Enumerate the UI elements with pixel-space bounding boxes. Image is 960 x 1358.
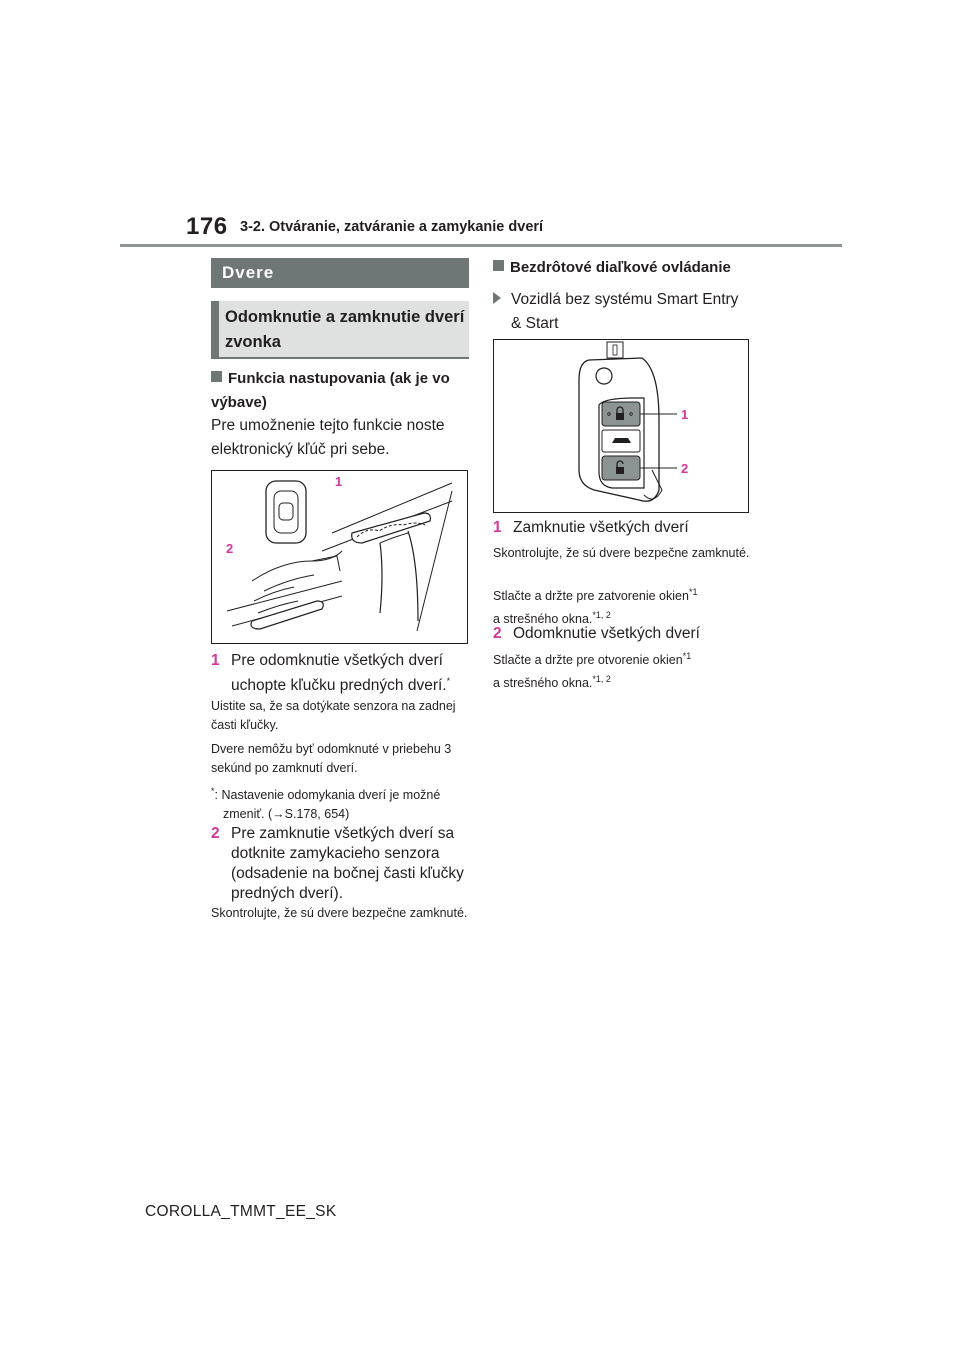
footnote-mark: * bbox=[211, 786, 215, 796]
figure-remote-key bbox=[493, 339, 749, 513]
remote-key-illustration bbox=[494, 340, 748, 512]
step-text: Odomknutie všetkých dverí bbox=[513, 625, 700, 642]
bullet-vehicles bbox=[493, 288, 753, 336]
footnote-mark: *1 bbox=[688, 587, 698, 597]
square-bullet-icon bbox=[211, 371, 222, 382]
step-1-left bbox=[211, 651, 469, 696]
key-ring-hole bbox=[596, 368, 612, 384]
note-open-windows bbox=[493, 647, 751, 693]
note-text: Stlačte a držte pre otvorenie okien bbox=[493, 653, 683, 668]
step-number: 1 bbox=[493, 519, 502, 536]
bullet-text: Vozidlá bez systému Smart Entry & Start bbox=[511, 291, 739, 332]
callout-1: 1 bbox=[681, 407, 689, 422]
door-handle-lower bbox=[251, 601, 323, 629]
heading-wireless-remote bbox=[493, 256, 753, 280]
document-code: COROLLA_TMMT_EE_SK bbox=[145, 1203, 337, 1220]
smart-key-icon bbox=[266, 481, 306, 543]
callout-1: 1 bbox=[335, 474, 343, 489]
note-check-locked-right: Skontrolujte, že sú dvere bezpečne zamknuté. bbox=[493, 546, 750, 560]
figure-door-handle bbox=[211, 470, 468, 644]
step-2-right bbox=[493, 624, 751, 644]
header-divider bbox=[120, 244, 842, 247]
footnote-mark: *1, 2 bbox=[592, 610, 611, 621]
heading-entry-function bbox=[211, 367, 471, 415]
note-sensor: Uistite sa, že sa dotýkate senzora na zadnej časti kľučky. bbox=[211, 699, 456, 732]
footnote-text: : Nastavenie odomykania dverí je možné zmeniť. (→S.178, 654) bbox=[214, 788, 441, 822]
section-title: Dvere bbox=[211, 258, 469, 288]
note-delay: Dvere nemôžu byť odomknuté v priebehu 3 sekúnd po zamknutí dverí. bbox=[211, 742, 452, 775]
step-number: 2 bbox=[493, 625, 502, 642]
note-close-windows bbox=[493, 583, 751, 629]
step-1-right bbox=[493, 518, 751, 538]
triangle-bullet-icon bbox=[493, 292, 501, 304]
door-handle-illustration bbox=[212, 471, 467, 643]
footnote-mark: *1, 2 bbox=[592, 674, 611, 685]
note-text: Stlačte a držte pre zatvorenie okien bbox=[493, 589, 689, 604]
callout-2: 2 bbox=[226, 541, 234, 556]
step-text: Pre odomknutie všetkých dverí uchopte kľučku predných dverí. bbox=[231, 652, 447, 695]
note-text: a strešného okna. bbox=[493, 676, 593, 691]
note-check-locked: Skontrolujte, že sú dvere bezpečne zamknuté. bbox=[211, 906, 468, 920]
note-text: a strešného okna. bbox=[493, 612, 593, 627]
intro-text: Pre umožnenie tejto funkcie noste elektronický kľúč pri sebe. bbox=[211, 417, 445, 458]
page-number: 176 bbox=[186, 213, 228, 240]
heading-text: Bezdrôtové diaľkové ovládanie bbox=[510, 259, 731, 276]
step-text: Pre zamknutie všetkých dverí sa dotknite zamykacieho senzora (odsadenie na bočnej časti kľučky predných dverí). bbox=[231, 825, 464, 902]
heading-text: Funkcia nastupovania (ak je vo výbave) bbox=[211, 370, 450, 411]
square-bullet-icon bbox=[493, 260, 504, 271]
callout-2: 2 bbox=[681, 461, 689, 476]
footnote-mark: * bbox=[446, 676, 451, 686]
step-number: 2 bbox=[211, 825, 220, 842]
step-2-left bbox=[211, 824, 469, 904]
step-text: Zamknutie všetkých dverí bbox=[513, 519, 689, 536]
subsection-title: Odomknutie a zamknutie dverí zvonka bbox=[211, 301, 469, 359]
step-number: 1 bbox=[211, 652, 220, 669]
chapter-title: 3-2. Otváranie, zatváranie a zamykanie dverí bbox=[240, 219, 544, 235]
footnote bbox=[211, 782, 469, 824]
footnote-mark: *1 bbox=[682, 651, 692, 661]
